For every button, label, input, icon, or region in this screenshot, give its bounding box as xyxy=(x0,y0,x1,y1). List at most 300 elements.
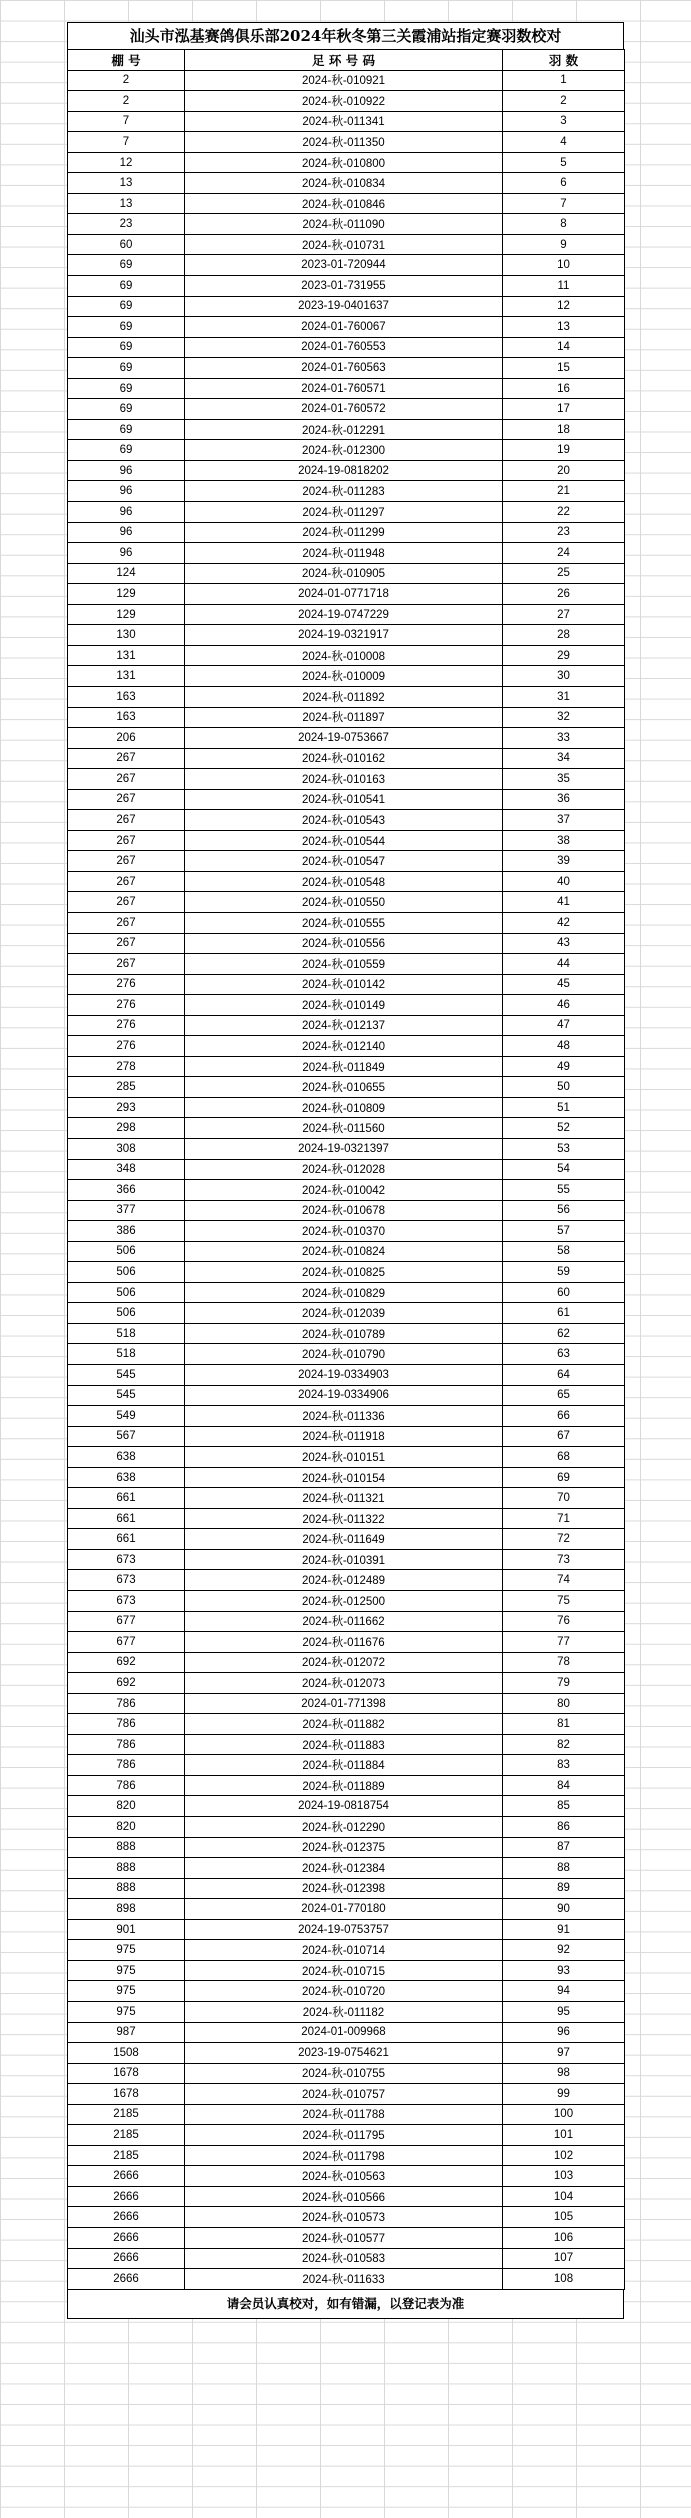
table-row xyxy=(68,666,625,687)
table-row xyxy=(68,1940,625,1961)
table-row xyxy=(68,748,625,769)
cell-ring-number: 2024-秋-010547 xyxy=(185,851,503,872)
cell-coop-number: 545 xyxy=(68,1385,185,1406)
table-row xyxy=(68,686,625,707)
cell-coop-number: 129 xyxy=(68,604,185,625)
cell-count: 74 xyxy=(503,1570,625,1591)
cell-coop-number: 69 xyxy=(68,378,185,399)
cell-coop-number: 69 xyxy=(68,317,185,338)
cell-ring-number: 2024-秋-011798 xyxy=(185,2145,503,2166)
cell-count: 72 xyxy=(503,1529,625,1550)
cell-count: 80 xyxy=(503,1693,625,1714)
cell-count: 57 xyxy=(503,1221,625,1242)
cell-ring-number: 2024-秋-011090 xyxy=(185,214,503,235)
cell-ring-number: 2024-秋-011788 xyxy=(185,2104,503,2125)
cell-coop-number: 285 xyxy=(68,1077,185,1098)
cell-coop-number: 276 xyxy=(68,995,185,1016)
cell-coop-number: 69 xyxy=(68,276,185,297)
cell-count: 55 xyxy=(503,1180,625,1201)
cell-ring-number: 2024-秋-011633 xyxy=(185,2269,503,2290)
cell-coop-number: 13 xyxy=(68,193,185,214)
cell-ring-number: 2024-秋-011182 xyxy=(185,2001,503,2022)
cell-ring-number: 2024-秋-011676 xyxy=(185,1632,503,1653)
cell-ring-number: 2024-秋-010559 xyxy=(185,954,503,975)
cell-count: 35 xyxy=(503,769,625,790)
table-row xyxy=(68,995,625,1016)
cell-coop-number: 308 xyxy=(68,1138,185,1159)
cell-count: 22 xyxy=(503,502,625,523)
cell-ring-number: 2024-秋-011297 xyxy=(185,502,503,523)
cell-coop-number: 549 xyxy=(68,1406,185,1427)
cell-count: 19 xyxy=(503,440,625,461)
cell-count: 47 xyxy=(503,1015,625,1036)
cell-coop-number: 673 xyxy=(68,1591,185,1612)
cell-ring-number: 2024-秋-010720 xyxy=(185,1981,503,2002)
cell-coop-number: 206 xyxy=(68,728,185,749)
table-row xyxy=(68,2248,625,2269)
table-row xyxy=(68,1611,625,1632)
cell-coop-number: 96 xyxy=(68,460,185,481)
cell-coop-number: 638 xyxy=(68,1467,185,1488)
cell-coop-number: 267 xyxy=(68,954,185,975)
table-row xyxy=(68,399,625,420)
cell-coop-number: 267 xyxy=(68,933,185,954)
cell-ring-number: 2024-秋-010731 xyxy=(185,234,503,255)
table-row xyxy=(68,1036,625,1057)
cell-ring-number: 2024-19-0753757 xyxy=(185,1919,503,1940)
cell-ring-number: 2024-秋-010541 xyxy=(185,789,503,810)
cell-count: 28 xyxy=(503,625,625,646)
table-body xyxy=(68,70,625,2289)
cell-coop-number: 786 xyxy=(68,1734,185,1755)
cell-count: 7 xyxy=(503,193,625,214)
cell-ring-number: 2024-秋-012300 xyxy=(185,440,503,461)
cell-count: 66 xyxy=(503,1406,625,1427)
cell-coop-number: 2 xyxy=(68,70,185,91)
cell-ring-number: 2024-秋-010154 xyxy=(185,1467,503,1488)
cell-ring-number: 2024-秋-012137 xyxy=(185,1015,503,1036)
cell-count: 36 xyxy=(503,789,625,810)
cell-count: 10 xyxy=(503,255,625,276)
table-row xyxy=(68,933,625,954)
cell-count: 85 xyxy=(503,1796,625,1817)
table-row xyxy=(68,2269,625,2290)
cell-coop-number: 677 xyxy=(68,1611,185,1632)
cell-count: 14 xyxy=(503,337,625,358)
table-row xyxy=(68,2227,625,2248)
cell-coop-number: 131 xyxy=(68,645,185,666)
cell-count: 104 xyxy=(503,2186,625,2207)
cell-coop-number: 267 xyxy=(68,892,185,913)
table-row xyxy=(68,1056,625,1077)
cell-coop-number: 129 xyxy=(68,584,185,605)
table-row xyxy=(68,1632,625,1653)
cell-coop-number: 96 xyxy=(68,543,185,564)
cell-ring-number: 2024-01-760572 xyxy=(185,399,503,420)
cell-count: 34 xyxy=(503,748,625,769)
cell-ring-number: 2024-秋-011948 xyxy=(185,543,503,564)
cell-ring-number: 2024-秋-011889 xyxy=(185,1775,503,1796)
cell-count: 17 xyxy=(503,399,625,420)
table-row xyxy=(68,645,625,666)
cell-coop-number: 366 xyxy=(68,1180,185,1201)
cell-ring-number: 2024-19-0321917 xyxy=(185,625,503,646)
cell-count: 106 xyxy=(503,2227,625,2248)
cell-ring-number: 2024-秋-012073 xyxy=(185,1673,503,1694)
cell-count: 60 xyxy=(503,1282,625,1303)
cell-coop-number: 661 xyxy=(68,1529,185,1550)
cell-ring-number: 2023-01-720944 xyxy=(185,255,503,276)
cell-ring-number: 2024-秋-011918 xyxy=(185,1426,503,1447)
cell-count: 101 xyxy=(503,2125,625,2146)
table-row xyxy=(68,1221,625,1242)
table-row xyxy=(68,2084,625,2105)
cell-ring-number: 2024-秋-010573 xyxy=(185,2207,503,2228)
cell-ring-number: 2024-19-0334903 xyxy=(185,1365,503,1386)
column-header-coop: 棚 号 xyxy=(68,50,185,71)
cell-ring-number: 2024-秋-010550 xyxy=(185,892,503,913)
cell-ring-number: 2024-秋-010825 xyxy=(185,1262,503,1283)
cell-coop-number: 386 xyxy=(68,1221,185,1242)
cell-coop-number: 130 xyxy=(68,625,185,646)
cell-ring-number: 2023-19-0754621 xyxy=(185,2043,503,2064)
table-row xyxy=(68,604,625,625)
table-row xyxy=(68,419,625,440)
cell-ring-number: 2024-01-760553 xyxy=(185,337,503,358)
cell-ring-number: 2024-秋-010151 xyxy=(185,1447,503,1468)
cell-count: 3 xyxy=(503,111,625,132)
cell-ring-number: 2024-19-0321397 xyxy=(185,1138,503,1159)
cell-coop-number: 124 xyxy=(68,563,185,584)
table-row xyxy=(68,1097,625,1118)
cell-count: 76 xyxy=(503,1611,625,1632)
cell-count: 51 xyxy=(503,1097,625,1118)
cell-count: 97 xyxy=(503,2043,625,2064)
cell-coop-number: 506 xyxy=(68,1282,185,1303)
table-row xyxy=(68,1981,625,2002)
cell-coop-number: 377 xyxy=(68,1200,185,1221)
table-row xyxy=(68,563,625,584)
cell-count: 18 xyxy=(503,419,625,440)
cell-ring-number: 2024-秋-010834 xyxy=(185,173,503,194)
table-row xyxy=(68,2186,625,2207)
cell-count: 13 xyxy=(503,317,625,338)
cell-count: 102 xyxy=(503,2145,625,2166)
cell-coop-number: 638 xyxy=(68,1447,185,1468)
cell-coop-number: 901 xyxy=(68,1919,185,1940)
cell-coop-number: 975 xyxy=(68,1960,185,1981)
cell-coop-number: 267 xyxy=(68,810,185,831)
table-row xyxy=(68,769,625,790)
cell-count: 84 xyxy=(503,1775,625,1796)
cell-count: 82 xyxy=(503,1734,625,1755)
cell-ring-number: 2024-秋-011649 xyxy=(185,1529,503,1550)
cell-count: 62 xyxy=(503,1323,625,1344)
cell-coop-number: 975 xyxy=(68,1981,185,2002)
cell-coop-number: 673 xyxy=(68,1570,185,1591)
cell-ring-number: 2024-秋-010846 xyxy=(185,193,503,214)
header-row xyxy=(68,50,625,71)
cell-count: 8 xyxy=(503,214,625,235)
table-row xyxy=(68,1591,625,1612)
cell-coop-number: 131 xyxy=(68,666,185,687)
cell-count: 73 xyxy=(503,1549,625,1570)
table-row xyxy=(68,193,625,214)
cell-count: 77 xyxy=(503,1632,625,1653)
cell-ring-number: 2024-秋-010149 xyxy=(185,995,503,1016)
table-row xyxy=(68,912,625,933)
cell-coop-number: 661 xyxy=(68,1488,185,1509)
cell-count: 59 xyxy=(503,1262,625,1283)
cell-ring-number: 2024-秋-011322 xyxy=(185,1508,503,1529)
cell-count: 81 xyxy=(503,1714,625,1735)
cell-coop-number: 786 xyxy=(68,1714,185,1735)
cell-coop-number: 2 xyxy=(68,91,185,112)
cell-ring-number: 2024-秋-012489 xyxy=(185,1570,503,1591)
table-row xyxy=(68,111,625,132)
table-row xyxy=(68,440,625,461)
cell-ring-number: 2024-01-760067 xyxy=(185,317,503,338)
table-row xyxy=(68,378,625,399)
table-row xyxy=(68,481,625,502)
cell-ring-number: 2024-秋-011795 xyxy=(185,2125,503,2146)
table-row xyxy=(68,1652,625,1673)
cell-coop-number: 69 xyxy=(68,419,185,440)
cell-coop-number: 267 xyxy=(68,769,185,790)
cell-count: 69 xyxy=(503,1467,625,1488)
cell-ring-number: 2024-秋-010391 xyxy=(185,1549,503,1570)
table-row xyxy=(68,1775,625,1796)
cell-coop-number: 348 xyxy=(68,1159,185,1180)
cell-ring-number: 2024-秋-010563 xyxy=(185,2166,503,2187)
cell-coop-number: 692 xyxy=(68,1652,185,1673)
cell-count: 23 xyxy=(503,522,625,543)
table-row xyxy=(68,337,625,358)
table-row xyxy=(68,1365,625,1386)
cell-ring-number: 2023-19-0401637 xyxy=(185,296,503,317)
cell-coop-number: 163 xyxy=(68,707,185,728)
cell-ring-number: 2024-秋-012384 xyxy=(185,1858,503,1879)
table-row xyxy=(68,830,625,851)
table-row xyxy=(68,728,625,749)
cell-ring-number: 2024-秋-010921 xyxy=(185,70,503,91)
table-row xyxy=(68,1899,625,1920)
cell-count: 25 xyxy=(503,563,625,584)
cell-coop-number: 267 xyxy=(68,748,185,769)
cell-ring-number: 2024-19-0753667 xyxy=(185,728,503,749)
cell-count: 94 xyxy=(503,1981,625,2002)
cell-coop-number: 276 xyxy=(68,1015,185,1036)
cell-coop-number: 7 xyxy=(68,132,185,153)
cell-count: 83 xyxy=(503,1755,625,1776)
cell-count: 38 xyxy=(503,830,625,851)
cell-ring-number: 2024-秋-010715 xyxy=(185,1960,503,1981)
table-row xyxy=(68,214,625,235)
cell-ring-number: 2024-秋-012072 xyxy=(185,1652,503,1673)
table-row xyxy=(68,892,625,913)
cell-count: 2 xyxy=(503,91,625,112)
table-row xyxy=(68,2145,625,2166)
cell-count: 5 xyxy=(503,152,625,173)
table-row xyxy=(68,2063,625,2084)
table-row xyxy=(68,70,625,91)
cell-ring-number: 2024-秋-010543 xyxy=(185,810,503,831)
cell-ring-number: 2024-19-0818202 xyxy=(185,460,503,481)
cell-count: 49 xyxy=(503,1056,625,1077)
cell-count: 103 xyxy=(503,2166,625,2187)
footer-note: 请会员认真校对，如有错漏，以登记表为准 xyxy=(67,2290,624,2319)
table-row xyxy=(68,789,625,810)
table-row xyxy=(68,1262,625,1283)
table-row xyxy=(68,1344,625,1365)
cell-count: 33 xyxy=(503,728,625,749)
verification-table xyxy=(67,49,625,2290)
cell-count: 43 xyxy=(503,933,625,954)
cell-ring-number: 2024-秋-010714 xyxy=(185,1940,503,1961)
cell-coop-number: 2185 xyxy=(68,2145,185,2166)
table-row xyxy=(68,1878,625,1899)
cell-coop-number: 786 xyxy=(68,1755,185,1776)
cell-coop-number: 69 xyxy=(68,296,185,317)
table-row xyxy=(68,1303,625,1324)
cell-ring-number: 2024-01-760571 xyxy=(185,378,503,399)
cell-count: 50 xyxy=(503,1077,625,1098)
cell-count: 12 xyxy=(503,296,625,317)
cell-ring-number: 2024-秋-011897 xyxy=(185,707,503,728)
table-row xyxy=(68,1755,625,1776)
cell-ring-number: 2024-秋-012500 xyxy=(185,1591,503,1612)
table-row xyxy=(68,152,625,173)
cell-count: 64 xyxy=(503,1365,625,1386)
cell-count: 61 xyxy=(503,1303,625,1324)
table-row xyxy=(68,1488,625,1509)
table-row xyxy=(68,91,625,112)
cell-coop-number: 975 xyxy=(68,1940,185,1961)
cell-coop-number: 820 xyxy=(68,1796,185,1817)
cell-count: 53 xyxy=(503,1138,625,1159)
cell-coop-number: 518 xyxy=(68,1323,185,1344)
cell-ring-number: 2024-秋-010163 xyxy=(185,769,503,790)
cell-ring-number: 2024-秋-010566 xyxy=(185,2186,503,2207)
cell-ring-number: 2024-秋-010008 xyxy=(185,645,503,666)
cell-coop-number: 60 xyxy=(68,234,185,255)
cell-ring-number: 2024-秋-010922 xyxy=(185,91,503,112)
table-row xyxy=(68,1837,625,1858)
table-row xyxy=(68,1426,625,1447)
cell-ring-number: 2024-秋-010370 xyxy=(185,1221,503,1242)
cell-coop-number: 2666 xyxy=(68,2248,185,2269)
cell-ring-number: 2024-秋-011892 xyxy=(185,686,503,707)
cell-ring-number: 2024-秋-011884 xyxy=(185,1755,503,1776)
cell-count: 9 xyxy=(503,234,625,255)
cell-coop-number: 2666 xyxy=(68,2186,185,2207)
cell-ring-number: 2024-秋-010583 xyxy=(185,2248,503,2269)
table-row xyxy=(68,1714,625,1735)
table-row xyxy=(68,2207,625,2228)
table-row xyxy=(68,2125,625,2146)
cell-count: 91 xyxy=(503,1919,625,1940)
table-row xyxy=(68,2001,625,2022)
cell-coop-number: 69 xyxy=(68,440,185,461)
table-row xyxy=(68,1159,625,1180)
cell-count: 41 xyxy=(503,892,625,913)
cell-count: 108 xyxy=(503,2269,625,2290)
cell-count: 86 xyxy=(503,1817,625,1838)
cell-count: 95 xyxy=(503,2001,625,2022)
cell-ring-number: 2024-秋-010577 xyxy=(185,2227,503,2248)
cell-ring-number: 2024-秋-010555 xyxy=(185,912,503,933)
table-row xyxy=(68,2166,625,2187)
table-row xyxy=(68,1858,625,1879)
table-row xyxy=(68,1015,625,1036)
cell-count: 56 xyxy=(503,1200,625,1221)
cell-count: 68 xyxy=(503,1447,625,1468)
cell-coop-number: 2666 xyxy=(68,2269,185,2290)
cell-ring-number: 2024-秋-012140 xyxy=(185,1036,503,1057)
cell-count: 1 xyxy=(503,70,625,91)
table-row xyxy=(68,317,625,338)
cell-ring-number: 2024-秋-010755 xyxy=(185,2063,503,2084)
cell-coop-number: 2666 xyxy=(68,2227,185,2248)
cell-coop-number: 975 xyxy=(68,2001,185,2022)
table-row xyxy=(68,1282,625,1303)
sheet-title: 汕头市泓基赛鸽俱乐部2024年秋冬第三关霞浦站指定赛羽数校对 xyxy=(67,22,624,49)
cell-ring-number: 2024-01-770180 xyxy=(185,1899,503,1920)
cell-coop-number: 69 xyxy=(68,255,185,276)
cell-count: 79 xyxy=(503,1673,625,1694)
cell-coop-number: 267 xyxy=(68,851,185,872)
cell-ring-number: 2024-秋-011849 xyxy=(185,1056,503,1077)
table-row xyxy=(68,2022,625,2043)
table-row xyxy=(68,1077,625,1098)
cell-count: 27 xyxy=(503,604,625,625)
cell-ring-number: 2024-秋-010009 xyxy=(185,666,503,687)
table-row xyxy=(68,502,625,523)
table-row xyxy=(68,851,625,872)
cell-coop-number: 692 xyxy=(68,1673,185,1694)
table-row xyxy=(68,1467,625,1488)
table-row xyxy=(68,1960,625,1981)
cell-count: 93 xyxy=(503,1960,625,1981)
cell-coop-number: 987 xyxy=(68,2022,185,2043)
cell-count: 44 xyxy=(503,954,625,975)
cell-coop-number: 69 xyxy=(68,337,185,358)
table-row xyxy=(68,1693,625,1714)
table-row xyxy=(68,2043,625,2064)
cell-count: 24 xyxy=(503,543,625,564)
cell-coop-number: 267 xyxy=(68,871,185,892)
cell-ring-number: 2024-秋-011560 xyxy=(185,1118,503,1139)
column-header-count: 羽 数 xyxy=(503,50,625,71)
cell-count: 58 xyxy=(503,1241,625,1262)
cell-count: 96 xyxy=(503,2022,625,2043)
cell-coop-number: 96 xyxy=(68,481,185,502)
cell-count: 92 xyxy=(503,1940,625,1961)
table-row xyxy=(68,974,625,995)
cell-ring-number: 2024-秋-010142 xyxy=(185,974,503,995)
table-row xyxy=(68,810,625,831)
cell-count: 21 xyxy=(503,481,625,502)
cell-ring-number: 2024-秋-011883 xyxy=(185,1734,503,1755)
cell-ring-number: 2024-秋-012290 xyxy=(185,1817,503,1838)
table-row xyxy=(68,522,625,543)
table-row xyxy=(68,1138,625,1159)
cell-ring-number: 2024-01-771398 xyxy=(185,1693,503,1714)
table-row xyxy=(68,255,625,276)
cell-count: 88 xyxy=(503,1858,625,1879)
cell-ring-number: 2024-秋-011336 xyxy=(185,1406,503,1427)
table-row xyxy=(68,2104,625,2125)
